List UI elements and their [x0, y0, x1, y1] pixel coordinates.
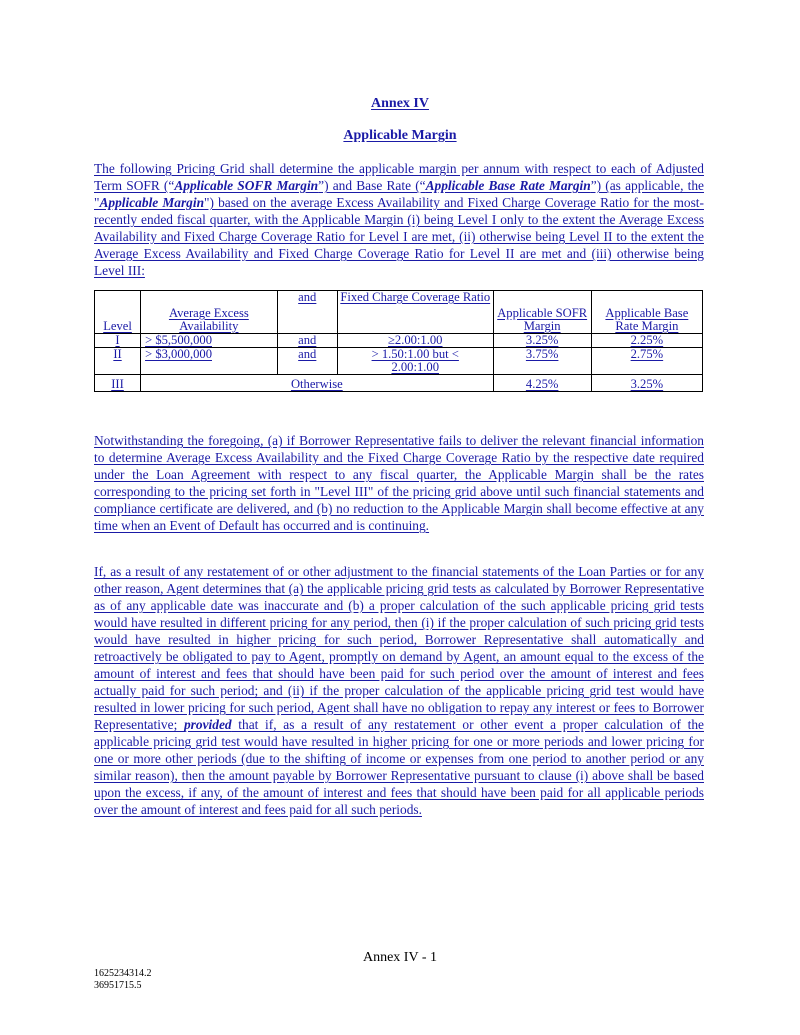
intro-text-7: ") based on the average Excess Availability and Fixed Charge Coverage Ratio for the most-recently ended fiscal quarter, with the Applicable Margin (i) being Level I only to the extent the Average Excess Availability and Fixed Charge Coverage Ratio for Level I are met, (ii) otherwise being Level II to the extent the Average Excess Availability and Fixed Charge Coverage Ratio for Level II are met and (iii) otherwise being Level III:	[94, 195, 704, 278]
row1-sofr-margin	[493, 334, 591, 348]
defined-term-sofr-margin: Applicable SOFR Margin	[174, 178, 319, 193]
row3-base-rate-margin-text: 3.25%	[630, 377, 664, 391]
intro-text-1: The following Pricing Grid shall determine the applicable margin per annum with respect to each of Adjusted Term SOFR (“	[94, 161, 704, 193]
pricing-grid-row-level-2	[95, 348, 703, 375]
annex-title	[0, 96, 800, 112]
row2-sofr-margin-text: 3.75%	[525, 347, 559, 361]
row1-availability	[141, 334, 278, 348]
header-level	[95, 291, 141, 334]
header-and-text: and	[298, 290, 317, 304]
header-fccr-text: Fixed Charge Coverage Ratio	[340, 290, 491, 304]
pricing-grid-row-level-1	[95, 334, 703, 348]
row2-and-text: and	[298, 347, 317, 361]
restatement-text-1: If, as a result of any restatement of or other adjustment to the financial statements of the Loan Parties or for any other reason, Agent determines that (a) the applicable pricing grid tests as calculated by Borrower Representative as of any applicable date was inaccurate and (b) a proper calculation of the such applicable pricing grid tests would have resulted in different pricing for any period, then (i) if the proper calculation of such pricing grid tests would have resulted in higher pricing for such period, Borrower Representative shall automatically and retroactively be obligated to pay to Agent, promptly on demand by Agent, an amount equal to the excess of the amount of interest and fees that should have been paid for such period over the amount of interest and fees actually paid for such period; and (ii) if the proper calculation of the applicable pricing grid test would have resulted in lower pricing for such period, Agent shall have no obligation to repay any interest or fees to Borrower Representative;	[94, 564, 704, 732]
document-id-1: 1625234314.2	[94, 968, 152, 979]
notwithstanding-text: Notwithstanding the foregoing, (a) if Borrower Representative fails to deliver the relevant financial information to determine Average Excess Availability and the Fixed Charge Coverage Ratio by the respective date required under the Loan Agreement with respect to any fiscal quarter, the Applicable Margin shall be the rates corresponding to the pricing set forth in "Level III" of the pricing grid above until such financial statements and compliance certificate are delivered, and (b) no reduction to the Applicable Margin shall become effective at any time when an Event of Default has occurred and is continuing.	[94, 433, 704, 533]
row1-and-text: and	[298, 333, 317, 347]
header-base-rate-margin	[591, 291, 702, 334]
row1-fccr-text: ≥2.00:1.00	[387, 333, 443, 347]
row3-level	[95, 375, 141, 392]
pricing-grid-header-row	[95, 291, 703, 334]
header-availability	[141, 291, 278, 334]
restatement-paragraph	[94, 563, 704, 818]
annex-title-text: Annex IV	[371, 96, 429, 111]
header-fccr	[337, 291, 493, 334]
row2-level-text: II	[113, 347, 122, 361]
row3-sofr-margin-text: 4.25%	[525, 377, 559, 391]
row3-otherwise-text: Otherwise	[290, 377, 343, 391]
pricing-grid-row-level-3	[95, 375, 703, 392]
restatement-text-3: that if, as a result of any restatement or other event a proper calculation of the applicable pricing grid test would have resulted in higher pricing for one or more periods and lower pricing for one or more other periods (due to the shifting of income or expenses from one period to another period or any similar reason), then the amount payable by Borrower Representative pursuant to clause (i) above shall be based upon the excess, if any, of the amount of interest and fees that should have been paid for all applicable periods over the amount of interest and fees paid for all such periods.	[94, 717, 704, 817]
intro-text-3: ”) and Base Rate (“	[318, 178, 426, 193]
header-sofr-margin	[493, 291, 591, 334]
row1-base-rate-margin-text: 2.25%	[630, 333, 664, 347]
header-sofr-margin-text: Applicable SOFR Margin	[497, 306, 588, 333]
row1-sofr-margin-text: 3.25%	[525, 333, 559, 347]
intro-paragraph	[94, 160, 704, 279]
intro-text-5: ”) (as applicable, the "	[94, 178, 704, 210]
notwithstanding-paragraph	[94, 432, 704, 534]
header-level-text: Level	[103, 319, 132, 333]
page-footer-label: Annex IV - 1	[362, 950, 437, 965]
section-title-text: Applicable Margin	[343, 128, 457, 143]
row2-availability	[141, 348, 278, 375]
header-availability-text: Average Excess Availability	[168, 306, 249, 333]
document-id-2: 36951715.5	[94, 980, 142, 991]
row2-fccr	[337, 348, 493, 375]
row1-base-rate-margin	[591, 334, 702, 348]
row3-otherwise	[141, 375, 494, 392]
row2-base-rate-margin-text: 2.75%	[630, 347, 664, 361]
row2-availability-text: > $3,000,000	[145, 347, 212, 361]
row3-sofr-margin	[493, 375, 591, 392]
row2-fccr-text: > 1.50:1.00 but < 2.00:1.00	[371, 347, 459, 374]
row1-fccr	[337, 334, 493, 348]
section-title	[0, 128, 800, 144]
header-base-rate-margin-text: Applicable Base Rate Margin	[605, 306, 689, 333]
provided-term: provided	[183, 717, 232, 732]
defined-term-base-rate-margin: Applicable Base Rate Margin	[425, 178, 591, 193]
row1-level-text: I	[115, 333, 120, 347]
row2-and	[277, 348, 337, 375]
row1-level	[95, 334, 141, 348]
row2-sofr-margin	[493, 348, 591, 375]
row1-availability-text: > $5,500,000	[145, 333, 212, 347]
row2-base-rate-margin	[591, 348, 702, 375]
row1-and	[277, 334, 337, 348]
row3-level-text: III	[111, 377, 124, 391]
row3-base-rate-margin	[591, 375, 702, 392]
row2-level	[95, 348, 141, 375]
defined-term-applicable-margin: Applicable Margin	[99, 195, 205, 210]
header-and	[277, 291, 337, 334]
pricing-grid-table	[94, 290, 703, 392]
